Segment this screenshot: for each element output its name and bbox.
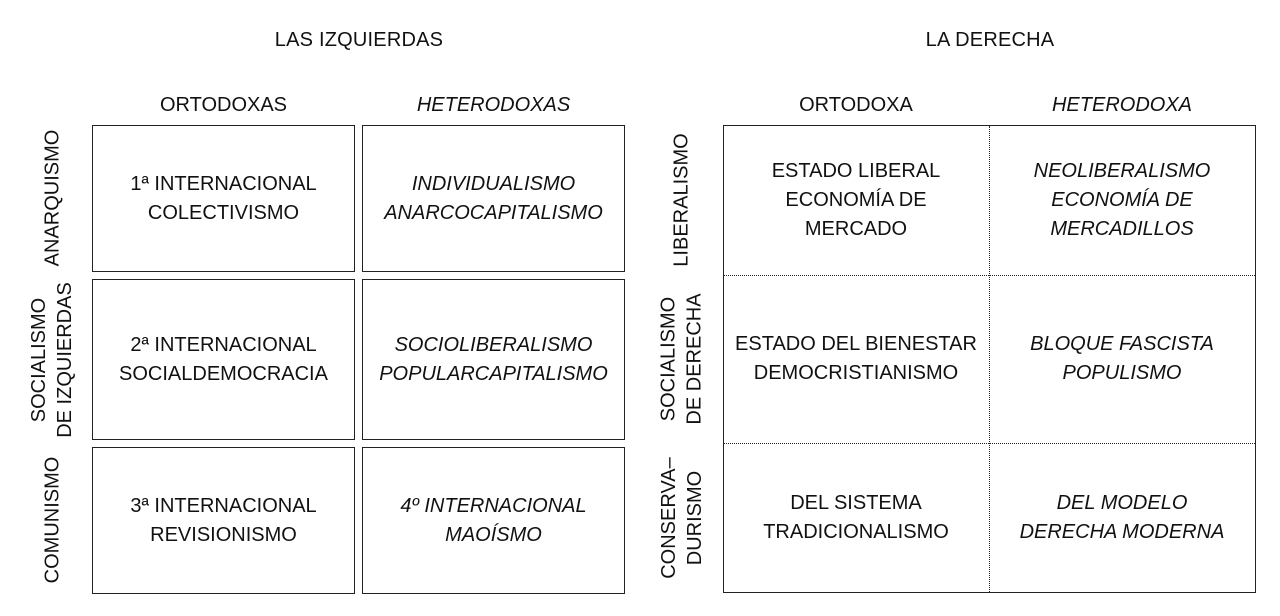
right-column-header-orthodox: ORTODOXA — [799, 93, 913, 116]
right-section-title: LA DERECHA — [925, 28, 1055, 51]
right-row-label-liberalismo: LIBERALISMO — [671, 133, 694, 267]
left-column-header-orthodox: ORTODOXAS — [159, 93, 288, 116]
left-cell-comunismo-orthodox: 3ª INTERNACIONAL REVISIONISMO — [92, 447, 355, 594]
left-section-title: LAS IZQUIERDAS — [274, 28, 444, 51]
right-cell-socialismo-orthodox: ESTADO DEL BIENESTAR DEMOCRISTIANISMO — [735, 333, 977, 384]
right-cell-conservadurismo-orthodox: DEL SISTEMA TRADICIONALISMO — [763, 492, 949, 543]
left-cell-comunismo-heterodox: 4º INTERNACIONAL MAOÍSMO — [362, 447, 625, 594]
left-cell-anarquismo-heterodox: INDIVIDUALISMO ANARCOCAPITALISMO — [362, 125, 625, 272]
right-cell-socialismo-heterodox: BLOQUE FASCISTA POPULISMO — [1030, 333, 1214, 384]
left-column-header-heterodox: HETERODOXAS — [416, 93, 571, 116]
right-row-label-socialismo-derecha: SOCIALISMO DE DERECHA — [658, 293, 707, 425]
left-cell-socialismo-orthodox: 2ª INTERNACIONAL SOCIALDEMOCRACIA — [92, 279, 355, 440]
left-row-label-socialismo-izquierdas: SOCIALISMO DE IZQUIERDAS — [28, 281, 77, 438]
left-cell-anarquismo-orthodox: 1ª INTERNACIONAL COLECTIVISMO — [92, 125, 355, 272]
left-cell-socialismo-heterodox: SOCIOLIBERALISMO POPULARCAPITALISMO — [362, 279, 625, 440]
right-cell-liberalismo-orthodox: ESTADO LIBERAL ECONOMÍA DE MERCADO — [771, 159, 941, 240]
right-cell-liberalismo-heterodox: NEOLIBERALISMO ECONOMÍA DE MERCADILLOS — [1033, 159, 1211, 240]
right-row-label-conservadurismo: CONSERVA– DURISMO — [658, 457, 706, 579]
right-column-header-heterodox: HETERODOXA — [1051, 93, 1193, 116]
left-row-label-anarquismo: ANARQUISMO — [41, 129, 63, 267]
left-row-label-comunismo: COMUNISMO — [41, 456, 64, 584]
right-cell-conservadurismo-heterodox: DEL MODELO DERECHA MODERNA — [1019, 492, 1225, 543]
